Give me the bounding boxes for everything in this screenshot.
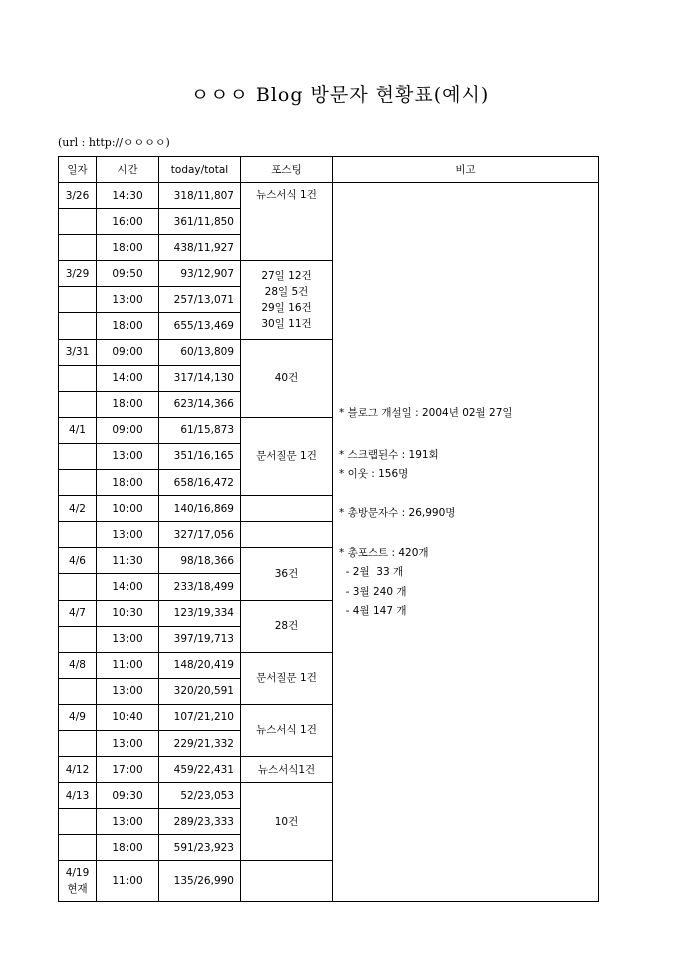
cell-post: 28건	[241, 600, 333, 652]
cell-date: 4/1	[59, 417, 97, 443]
cell-date	[59, 470, 97, 496]
cell-count: 140/16,869	[159, 496, 241, 522]
cell-count: 351/16,165	[159, 443, 241, 469]
cell-count: 318/11,807	[159, 183, 241, 209]
cell-date	[59, 209, 97, 235]
cell-post: 문서질문 1건	[241, 652, 333, 704]
notes-box	[333, 183, 598, 901]
cell-count: 317/14,130	[159, 365, 241, 391]
cell-post: 27일 12건 28일 5건 29일 16건 30일 11건	[241, 261, 333, 339]
cell-date	[59, 365, 97, 391]
cell-count: 107/21,210	[159, 704, 241, 730]
cell-date	[59, 626, 97, 652]
cell-post	[241, 522, 333, 548]
cell-time: 18:00	[97, 391, 159, 417]
cell-time: 16:00	[97, 209, 159, 235]
cell-post: 40건	[241, 339, 333, 417]
cell-count: 257/13,071	[159, 287, 241, 313]
cell-count: 52/23,053	[159, 783, 241, 809]
header-time: 시간	[97, 157, 159, 183]
header-date: 일자	[59, 157, 97, 183]
cell-post: 뉴스서식 1건	[241, 704, 333, 756]
cell-date: 4/12	[59, 757, 97, 783]
cell-date	[59, 861, 97, 902]
cell-time: 09:00	[97, 417, 159, 443]
cell-date	[59, 574, 97, 600]
cell-date	[59, 313, 97, 339]
cell-count: 233/18,499	[159, 574, 241, 600]
cell-count: 229/21,332	[159, 730, 241, 756]
cell-time: 09:30	[97, 783, 159, 809]
cell-time: 17:00	[97, 757, 159, 783]
note-posts-feb: - 2월 33 개	[339, 566, 404, 578]
cell-date	[59, 678, 97, 704]
cell-date: 3/29	[59, 261, 97, 287]
cell-count: 98/18,366	[159, 548, 241, 574]
cell-date: 4/7	[59, 600, 97, 626]
cell-post: 뉴스서식1건	[241, 757, 333, 783]
cell-time: 18:00	[97, 235, 159, 261]
blog-url: (url : http://ㅇㅇㅇㅇ)	[58, 136, 170, 149]
cell-count: 397/19,713	[159, 626, 241, 652]
cell-time: 14:00	[97, 365, 159, 391]
note-cell	[333, 183, 599, 902]
cell-time: 11:00	[97, 861, 159, 902]
cell-count: 438/11,927	[159, 235, 241, 261]
cell-count: 459/22,431	[159, 757, 241, 783]
cell-date: 4/2	[59, 496, 97, 522]
cell-count: 61/15,873	[159, 417, 241, 443]
note-posts-apr: - 4월 147 개	[339, 605, 407, 617]
cell-count: 148/20,419	[159, 652, 241, 678]
note-scrap-count: * 스크랩된수 : 191회	[339, 449, 439, 461]
cell-date-line1: 4/19	[65, 867, 90, 880]
cell-post: 36건	[241, 548, 333, 600]
cell-time: 11:00	[97, 652, 159, 678]
cell-date: 4/8	[59, 652, 97, 678]
cell-time: 14:30	[97, 183, 159, 209]
cell-time: 13:00	[97, 730, 159, 756]
cell-count: 327/17,056	[159, 522, 241, 548]
cell-post: 뉴스서식 1건	[241, 183, 333, 261]
cell-count: 623/14,366	[159, 391, 241, 417]
cell-post: 문서질문 1건	[241, 417, 333, 495]
cell-date	[59, 730, 97, 756]
cell-date	[59, 835, 97, 861]
header-note: 비고	[333, 157, 599, 183]
cell-time: 13:00	[97, 626, 159, 652]
cell-count: 60/13,809	[159, 339, 241, 365]
cell-time: 13:00	[97, 678, 159, 704]
cell-date: 4/6	[59, 548, 97, 574]
cell-count: 655/13,469	[159, 313, 241, 339]
cell-time: 09:00	[97, 339, 159, 365]
cell-date: 4/13	[59, 783, 97, 809]
cell-post	[241, 496, 333, 522]
cell-date-line2: 현재	[67, 883, 88, 896]
page-title: ㅇㅇㅇ Blog 방문자 현황표(예시)	[190, 84, 490, 106]
note-total-posts: * 총포스트 : 420개	[339, 547, 429, 559]
table-header-row	[59, 157, 599, 183]
cell-count: 93/12,907	[159, 261, 241, 287]
cell-time: 13:00	[97, 287, 159, 313]
cell-date	[59, 522, 97, 548]
cell-time: 13:00	[97, 522, 159, 548]
cell-time: 18:00	[97, 470, 159, 496]
cell-post	[241, 861, 333, 902]
note-neighbors: * 이웃 : 156명	[339, 468, 409, 480]
cell-date	[59, 391, 97, 417]
cell-count: 658/16,472	[159, 470, 241, 496]
cell-date: 3/26	[59, 183, 97, 209]
cell-count: 591/23,923	[159, 835, 241, 861]
cell-time: 09:50	[97, 261, 159, 287]
cell-time: 18:00	[97, 835, 159, 861]
cell-date: 3/31	[59, 339, 97, 365]
cell-date	[59, 235, 97, 261]
note-open-date: * 블로그 개설일 : 2004년 02월 27일	[339, 407, 513, 419]
cell-post: 10건	[241, 783, 333, 861]
cell-time: 13:00	[97, 443, 159, 469]
cell-date: 4/9	[59, 704, 97, 730]
cell-time: 14:00	[97, 574, 159, 600]
cell-count: 320/20,591	[159, 678, 241, 704]
cell-time: 18:00	[97, 313, 159, 339]
cell-date	[59, 287, 97, 313]
header-count: today/total	[159, 157, 241, 183]
cell-time: 11:30	[97, 548, 159, 574]
cell-time: 10:30	[97, 600, 159, 626]
visitor-table	[58, 156, 599, 902]
cell-date	[59, 809, 97, 835]
cell-count: 123/19,334	[159, 600, 241, 626]
cell-count: 289/23,333	[159, 809, 241, 835]
cell-count: 361/11,850	[159, 209, 241, 235]
table-row	[59, 183, 599, 209]
cell-date	[59, 443, 97, 469]
note-total-visitors: * 총방문자수 : 26,990명	[339, 507, 456, 519]
note-posts-mar: - 3월 240 개	[339, 586, 407, 598]
header-post: 포스팅	[241, 157, 333, 183]
cell-time: 13:00	[97, 809, 159, 835]
cell-time: 10:00	[97, 496, 159, 522]
cell-count: 135/26,990	[159, 861, 241, 902]
cell-time: 10:40	[97, 704, 159, 730]
